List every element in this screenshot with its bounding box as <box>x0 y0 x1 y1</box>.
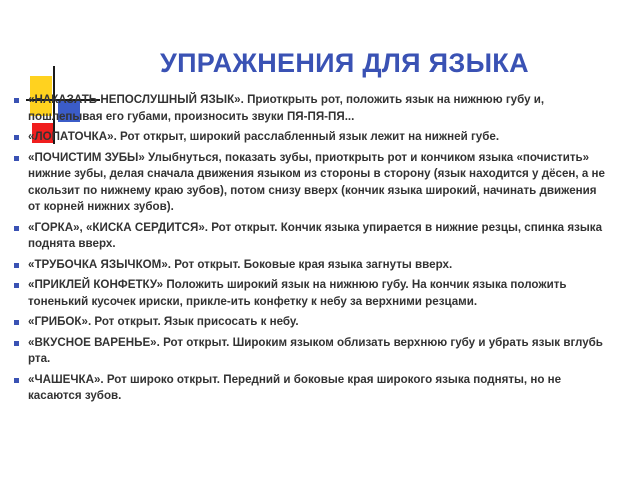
bullet-icon <box>14 226 19 231</box>
list-item <box>14 150 612 216</box>
bullet-icon <box>14 320 19 325</box>
list-item-text: «ПРИКЛЕЙ КОНФЕТКУ» Положить широкий язык на нижнюю губу. На кончик языка положить тоненький кусочек ириски, прикле-ить конфетку к небу за верхними резцами. <box>28 278 567 308</box>
list-item-text: «ЧАШЕЧКА». Рот широко открыт. Передний и боковые края широкого языка подняты, но не касаются зубов. <box>28 372 562 402</box>
list-item <box>14 335 612 368</box>
list-item-text: «ГРИБОК». Рот открыт. Язык присосать к небу. <box>28 315 299 328</box>
bullet-icon <box>14 341 19 346</box>
list-item-text: «НАКАЗАТЬ НЕПОСЛУШНЫЙ ЯЗЫК». Приоткрыть рот, положить язык на нижнюю губу и, пошлепывая его губами, произносить звуки ПЯ-ПЯ-ПЯ... <box>28 93 545 123</box>
bullet-icon <box>14 156 19 161</box>
bullet-icon <box>14 135 19 140</box>
list-item <box>14 257 612 274</box>
list-item <box>14 129 612 146</box>
list-item-text: «ТРУБОЧКА ЯЗЫЧКОМ». Рот открыт. Боковые края языка загнуты вверх. <box>28 257 453 271</box>
slide-title: УПРАЖНЕНИЯ ДЛЯ ЯЗЫКА <box>160 48 529 78</box>
list-item-text: «ПОЧИСТИМ ЗУБЫ» Улыбнуться, показать зубы, приоткрыть рот и кончиком языка «почистить» нижние зубы, делая сначала движения языком из стороны в сторону (язык находится у дёсен, а не скользит по нижнему краю зубов), потом снизу вверх (кончик языка широкий, начинать движения от корней нижних зубов). <box>28 150 605 213</box>
list-item <box>14 372 612 405</box>
list-item <box>14 92 612 125</box>
list-item <box>14 220 612 253</box>
bullet-icon <box>14 378 19 383</box>
list-item <box>14 314 612 331</box>
list-item-text: «ЛОПАТОЧКА». Рот открыт, широкий расслабленный язык лежит на нижней губе. <box>28 130 500 143</box>
list-item-text: «ГОРКА», «КИСКА СЕРДИТСЯ». Рот открыт. Кончик языка упирается в нижние резцы, спинка языка поднята вверх. <box>28 220 603 250</box>
list-item-text: «ВКУСНОЕ ВАРЕНЬЕ». Рот открыт. Широким языком облизать верхнюю губу и убрать язык вглубь рта. <box>28 335 603 365</box>
exercise-list <box>14 92 612 409</box>
list-item <box>14 277 612 310</box>
bullet-icon <box>14 98 19 103</box>
bullet-icon <box>14 283 19 288</box>
bullet-icon <box>14 263 19 268</box>
